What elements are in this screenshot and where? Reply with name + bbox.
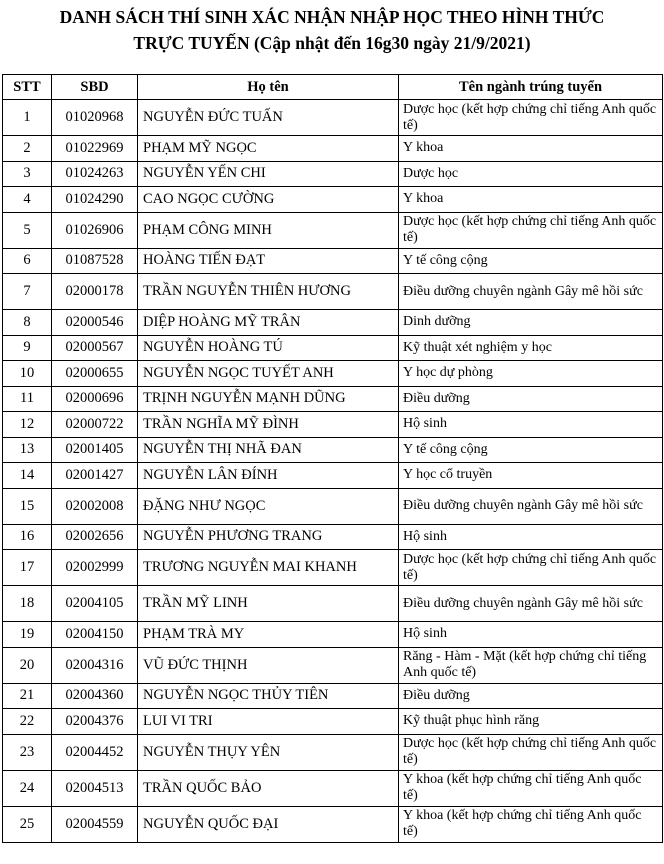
cell-major: Điều dưỡng chuyên ngành Gây mê hồi sức <box>399 586 663 622</box>
cell-stt: 18 <box>3 586 52 622</box>
cell-name: NGUYỄN NGỌC THỦY TIÊN <box>138 683 399 709</box>
cell-major: Y khoa <box>399 136 663 162</box>
cell-stt: 21 <box>3 683 52 709</box>
cell-name: HOÀNG TIẾN ĐẠT <box>138 248 399 274</box>
table-row <box>3 136 663 162</box>
cell-major: Kỹ thuật phục hình răng <box>399 709 663 735</box>
cell-stt: 8 <box>3 310 52 336</box>
table-row <box>3 274 663 310</box>
cell-sbd: 02002656 <box>52 524 138 550</box>
cell-stt: 15 <box>3 488 52 524</box>
cell-stt: 20 <box>3 647 52 683</box>
cell-sbd: 02000567 <box>52 335 138 361</box>
table-row <box>3 310 663 336</box>
cell-stt: 2 <box>3 136 52 162</box>
table-row <box>3 734 663 770</box>
cell-name: NGUYỄN LÂN ĐÍNH <box>138 463 399 489</box>
table-row <box>3 806 663 842</box>
cell-name: TRẦN QUỐC BẢO <box>138 770 399 806</box>
table-row <box>3 361 663 387</box>
table-row <box>3 622 663 648</box>
table-row <box>3 709 663 735</box>
cell-stt: 4 <box>3 187 52 213</box>
table-row <box>3 683 663 709</box>
table-row <box>3 386 663 412</box>
cell-major: Dinh dưỡng <box>399 310 663 336</box>
cell-name: LUI VI TRI <box>138 709 399 735</box>
cell-sbd: 02000696 <box>52 386 138 412</box>
cell-name: ĐẶNG NHƯ NGỌC <box>138 488 399 524</box>
cell-major: Y khoa (kết hợp chứng chỉ tiếng Anh quốc tế) <box>399 806 663 842</box>
cell-stt: 7 <box>3 274 52 310</box>
cell-sbd: 01020968 <box>52 100 138 136</box>
cell-name: NGUYỄN HOÀNG TÚ <box>138 335 399 361</box>
table-row <box>3 161 663 187</box>
cell-stt: 13 <box>3 437 52 463</box>
header-major: Tên ngành trúng tuyển <box>399 75 663 100</box>
cell-stt: 3 <box>3 161 52 187</box>
cell-name: VŨ ĐỨC THỊNH <box>138 647 399 683</box>
cell-sbd: 01026906 <box>52 212 138 248</box>
cell-name: NGUYỄN ĐỨC TUẤN <box>138 100 399 136</box>
cell-sbd: 01024263 <box>52 161 138 187</box>
cell-name: NGUYỄN THỤY YÊN <box>138 734 399 770</box>
table-row <box>3 212 663 248</box>
cell-major: Kỹ thuật xét nghiệm y học <box>399 335 663 361</box>
table-row <box>3 586 663 622</box>
cell-major: Y tế công cộng <box>399 248 663 274</box>
cell-sbd: 02002008 <box>52 488 138 524</box>
cell-name: PHẠM CÔNG MINH <box>138 212 399 248</box>
cell-major: Điều dưỡng chuyên ngành Gây mê hồi sức <box>399 488 663 524</box>
table-row <box>3 437 663 463</box>
cell-sbd: 02002999 <box>52 550 138 586</box>
cell-major: Y học cổ truyền <box>399 463 663 489</box>
cell-name: TRẦN NGHĨA MỸ ĐÌNH <box>138 412 399 438</box>
document-title <box>0 4 664 56</box>
table-row <box>3 187 663 213</box>
cell-stt: 10 <box>3 361 52 387</box>
title-line-1: DANH SÁCH THÍ SINH XÁC NHẬN NHẬP HỌC THEO HÌNH THỨC <box>59 7 605 27</box>
cell-name: DIỆP HOÀNG MỸ TRÂN <box>138 310 399 336</box>
cell-major: Điều dưỡng <box>399 683 663 709</box>
cell-sbd: 01024290 <box>52 187 138 213</box>
cell-name: TRỊNH NGUYỄN MẠNH DŨNG <box>138 386 399 412</box>
cell-sbd: 02004150 <box>52 622 138 648</box>
cell-sbd: 02004376 <box>52 709 138 735</box>
header-name: Họ tên <box>138 75 399 100</box>
cell-major: Dược học (kết hợp chứng chỉ tiếng Anh quốc tế) <box>399 100 663 136</box>
cell-major: Dược học <box>399 161 663 187</box>
cell-major: Điều dưỡng <box>399 386 663 412</box>
table-header-row <box>3 75 663 100</box>
cell-stt: 19 <box>3 622 52 648</box>
cell-stt: 16 <box>3 524 52 550</box>
cell-name: CAO NGỌC CƯỜNG <box>138 187 399 213</box>
cell-major: Dược học (kết hợp chứng chỉ tiếng Anh quốc tế) <box>399 734 663 770</box>
cell-major: Y học dự phòng <box>399 361 663 387</box>
table-row <box>3 770 663 806</box>
cell-sbd: 02004452 <box>52 734 138 770</box>
cell-stt: 5 <box>3 212 52 248</box>
cell-stt: 12 <box>3 412 52 438</box>
cell-stt: 25 <box>3 806 52 842</box>
table-row <box>3 463 663 489</box>
table-row <box>3 647 663 683</box>
title-line-2: TRỰC TUYẾN (Cập nhật đến 16g30 ngày 21/9/2021) <box>133 33 531 53</box>
cell-name: TRẦN NGUYỄN THIÊN HƯƠNG <box>138 274 399 310</box>
cell-stt: 9 <box>3 335 52 361</box>
cell-sbd: 02001427 <box>52 463 138 489</box>
cell-major: Y khoa (kết hợp chứng chỉ tiếng Anh quốc tế) <box>399 770 663 806</box>
cell-stt: 11 <box>3 386 52 412</box>
cell-major: Hộ sinh <box>399 622 663 648</box>
cell-name: PHẠM MỸ NGỌC <box>138 136 399 162</box>
cell-stt: 17 <box>3 550 52 586</box>
cell-sbd: 02001405 <box>52 437 138 463</box>
cell-name: TRẦN MỸ LINH <box>138 586 399 622</box>
cell-major: Y khoa <box>399 187 663 213</box>
cell-sbd: 02004105 <box>52 586 138 622</box>
cell-major: Dược học (kết hợp chứng chỉ tiếng Anh quốc tế) <box>399 212 663 248</box>
cell-sbd: 02000546 <box>52 310 138 336</box>
cell-sbd: 02004559 <box>52 806 138 842</box>
cell-major: Răng - Hàm - Mặt (kết hợp chứng chỉ tiếng Anh quốc tế) <box>399 647 663 683</box>
cell-name: NGUYỄN NGỌC TUYẾT ANH <box>138 361 399 387</box>
table-row <box>3 550 663 586</box>
cell-name: PHẠM TRÀ MY <box>138 622 399 648</box>
cell-sbd: 01022969 <box>52 136 138 162</box>
table-row <box>3 335 663 361</box>
table-row <box>3 100 663 136</box>
cell-sbd: 02004513 <box>52 770 138 806</box>
cell-name: NGUYỄN QUỐC ĐẠI <box>138 806 399 842</box>
cell-sbd: 02004360 <box>52 683 138 709</box>
cell-major: Y tế công cộng <box>399 437 663 463</box>
table-row <box>3 524 663 550</box>
header-sbd: SBD <box>52 75 138 100</box>
cell-name: TRƯƠNG NGUYỄN MAI KHANH <box>138 550 399 586</box>
cell-stt: 14 <box>3 463 52 489</box>
cell-major: Hộ sinh <box>399 524 663 550</box>
cell-sbd: 02000655 <box>52 361 138 387</box>
cell-sbd: 02004316 <box>52 647 138 683</box>
cell-sbd: 01087528 <box>52 248 138 274</box>
cell-major: Hộ sinh <box>399 412 663 438</box>
cell-sbd: 02000178 <box>52 274 138 310</box>
table-body <box>3 100 663 843</box>
cell-stt: 1 <box>3 100 52 136</box>
cell-name: NGUYỄN PHƯƠNG TRANG <box>138 524 399 550</box>
cell-stt: 22 <box>3 709 52 735</box>
cell-major: Dược học (kết hợp chứng chỉ tiếng Anh quốc tế) <box>399 550 663 586</box>
cell-stt: 23 <box>3 734 52 770</box>
table-row <box>3 248 663 274</box>
table-row <box>3 488 663 524</box>
cell-sbd: 02000722 <box>52 412 138 438</box>
cell-stt: 24 <box>3 770 52 806</box>
admission-table <box>2 74 663 843</box>
cell-name: NGUYỄN THỊ NHÃ ĐAN <box>138 437 399 463</box>
table-row <box>3 412 663 438</box>
cell-stt: 6 <box>3 248 52 274</box>
header-stt: STT <box>3 75 52 100</box>
cell-major: Điều dưỡng chuyên ngành Gây mê hồi sức <box>399 274 663 310</box>
cell-name: NGUYỄN YẾN CHI <box>138 161 399 187</box>
